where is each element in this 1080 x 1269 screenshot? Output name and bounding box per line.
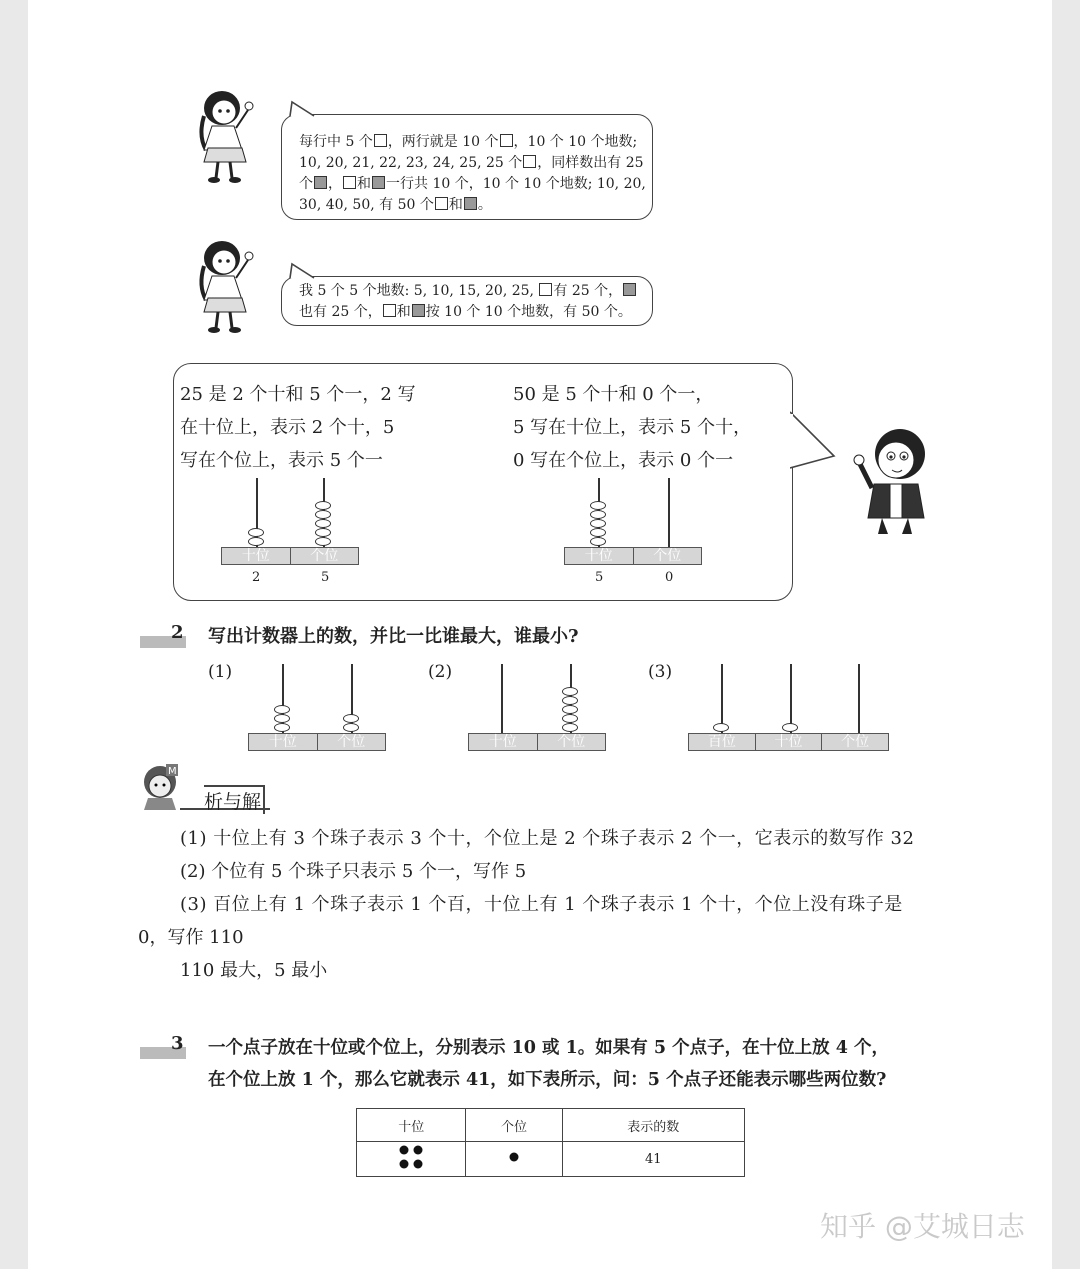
abacus-rod (858, 664, 860, 734)
bubble-tail (790, 410, 840, 472)
question-title: 写出计数器上的数，并比一比谁最大，谁最小? (208, 626, 579, 647)
speech-bubble (281, 114, 653, 220)
tens-dots (396, 1143, 426, 1171)
digit-label: 2 (252, 570, 261, 585)
digit-label: 0 (665, 570, 674, 585)
table-header: 个位 (466, 1109, 562, 1142)
abacus-bead (782, 723, 798, 732)
watermark: 知乎 @艾城日志 (820, 1210, 1025, 1243)
bubble-tail (286, 100, 316, 118)
abacus-bead (562, 687, 578, 696)
abacus-bead (274, 723, 290, 732)
ones-cell (466, 1142, 562, 1177)
value-cell: 41 (562, 1142, 744, 1177)
explanation-line: 50 是 5 个十和 0 个一， (513, 384, 714, 405)
analysis-line: 110 最大，5 最小 (180, 960, 328, 981)
digit-label: 5 (321, 570, 330, 585)
abacus-rod (501, 664, 503, 734)
svg-text:M: M (168, 766, 177, 777)
explanation-right (513, 378, 751, 477)
speech-bubble (281, 276, 653, 326)
place-label: 十位 (469, 734, 538, 750)
analysis-line: 0，写作 110 (138, 927, 244, 948)
dots-table (356, 1108, 745, 1177)
abacus-rod (668, 478, 670, 548)
question-text: 在个位上放 1 个，那么它就表示 41，如下表所示，问：5 个点子还能表示哪些两位数? (208, 1070, 887, 1090)
abacus-bead (343, 714, 359, 723)
abacus-bead (315, 537, 331, 546)
abacus-bead (590, 519, 606, 528)
abacus-bead (274, 714, 290, 723)
abacus-base (688, 733, 889, 751)
abacus-base (468, 733, 606, 751)
item-label: (1) (208, 662, 233, 682)
table-header: 十位 (357, 1109, 466, 1142)
place-label: 十位 (222, 548, 291, 564)
girl-illustration (190, 86, 260, 186)
place-label: 百位 (689, 734, 756, 750)
bubble-line: 也有 25 个， 和 按 10 个 10 个地数，有 50 个。 (299, 304, 632, 320)
bubble-tail (286, 262, 316, 280)
abacus-bead (315, 501, 331, 510)
place-label: 个位 (557, 734, 586, 750)
abacus-base (564, 547, 702, 565)
place-label: 十位 (756, 734, 823, 750)
abacus-bead (562, 705, 578, 714)
table-header: 表示的数 (562, 1109, 744, 1142)
abacus-bead (562, 714, 578, 723)
place-label: 个位 (653, 548, 682, 564)
bubble-line: 个 ， 和 一行共 10 个，10 个 10 个地数; 10, 20, (299, 176, 646, 192)
bubble-line: 30, 40, 50, 有 50 个 和 。 (299, 197, 492, 213)
question-number: 2 (171, 622, 184, 643)
digit-label: 5 (595, 570, 604, 585)
place-label: 十位 (249, 734, 318, 750)
explanation-line: 写在个位上，表示 5 个一 (180, 450, 383, 471)
abacus-bead (590, 510, 606, 519)
abacus-bead (590, 528, 606, 537)
item-label: (3) (648, 662, 673, 682)
abacus-bead (590, 501, 606, 510)
abacus-base (248, 733, 386, 751)
abacus-bead (315, 510, 331, 519)
explanation-line: 5 写在十位上，表示 5 个十， (513, 417, 752, 438)
explanation-line: 25 是 2 个十和 5 个一，2 写 (180, 384, 416, 405)
abacus-bead (315, 519, 331, 528)
place-label: 个位 (841, 734, 870, 750)
bubble-line: 每行中 5 个 ，两行就是 10 个 ，10 个 10 个地数; (299, 134, 638, 150)
abacus-bead (343, 723, 359, 732)
abacus-bead (713, 723, 729, 732)
question-number: 3 (171, 1033, 184, 1054)
abacus-bead (248, 528, 264, 537)
abacus-bead (248, 537, 264, 546)
abacus-bead (315, 528, 331, 537)
boy-illustration (844, 426, 934, 544)
abacus-bead (274, 705, 290, 714)
place-label: 十位 (565, 548, 634, 564)
analysis-line: (3) 百位上有 1 个珠子表示 1 个百，十位上有 1 个珠子表示 1 个十，个位上没有珠子是 (180, 894, 903, 915)
explanation-line: 在十位上，表示 2 个十，5 (180, 417, 395, 438)
analysis-line: (1) 十位上有 3 个珠子表示 3 个十，个位上是 2 个珠子表示 2 个一，它表示的数写作 32 (180, 828, 915, 849)
mascot-icon (136, 760, 180, 812)
item-label: (2) (428, 662, 453, 682)
analysis-line: (2) 个位有 5 个珠子只表示 5 个一，写作 5 (180, 861, 527, 882)
place-label: 个位 (310, 548, 339, 564)
abacus-bead (562, 696, 578, 705)
place-label: 个位 (337, 734, 366, 750)
analysis-title: 析与解 (204, 785, 265, 814)
explanation-left (180, 378, 416, 477)
ones-dot (507, 1150, 521, 1164)
abacus-bead (562, 723, 578, 732)
question-text: 一个点子放在十位或个位上，分别表示 10 或 1。如果有 5 个点子，在十位上放 4 个， (208, 1038, 890, 1058)
explanation-line: 0 写在个位上，表示 0 个一 (513, 450, 734, 471)
bubble-line: 我 5 个 5 个地数: 5, 10, 15, 20, 25, 有 25 个， (299, 281, 652, 302)
girl-illustration (190, 236, 260, 336)
document-page (28, 0, 1052, 1269)
bubble-line: 10, 20, 21, 22, 23, 24, 25, 25 个 ，同样数出有 25 (299, 155, 644, 171)
tens-cell (357, 1142, 466, 1177)
abacus-base (221, 547, 359, 565)
abacus-bead (590, 537, 606, 546)
